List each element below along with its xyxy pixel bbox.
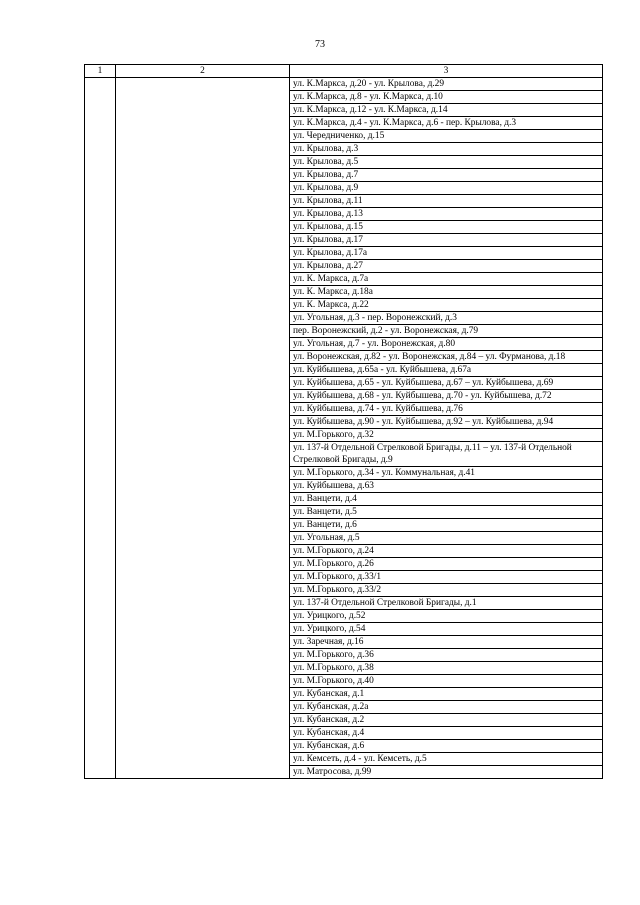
address-cell: ул. К. Маркса, д.18а [290,286,603,299]
address-cell: ул. М.Горького, д.33/1 [290,571,603,584]
address-cell: ул. Кубанская, д.2 [290,714,603,727]
address-cell: ул. Крылова, д.15 [290,221,603,234]
address-cell: ул. Ванцети, д.6 [290,519,603,532]
column-header-3: 3 [290,65,603,78]
address-cell: ул. Ванцети, д.4 [290,493,603,506]
address-cell: ул. Крылова, д.17 [290,234,603,247]
address-cell: ул. Заречная, д.16 [290,636,603,649]
address-cell: ул. М.Горького, д.34 - ул. Коммунальная, д.41 [290,467,603,480]
address-cell: ул. Угольная, д.5 [290,532,603,545]
address-cell: ул. К. Маркса, д.7а [290,273,603,286]
address-cell: ул. Крылова, д.3 [290,143,603,156]
column-header-2: 2 [116,65,290,78]
address-cell: ул. Кубанская, д.6 [290,740,603,753]
header-row [85,65,603,78]
address-cell: ул. Крылова, д.5 [290,156,603,169]
address-cell: ул. Куйбышева, д.68 - ул. Куйбышева, д.70 - ул. Куйбышева, д.72 [290,390,603,403]
table-row [85,78,603,91]
address-cell: ул. Урицкого, д.52 [290,610,603,623]
address-cell: ул. Матросова, д.99 [290,766,603,779]
address-cell: ул. Чередниченко, д.15 [290,130,603,143]
address-cell: ул. Крылова, д.7 [290,169,603,182]
address-cell: ул. К.Маркса, д.12 - ул. К.Маркса, д.14 [290,104,603,117]
address-cell: ул. М.Горького, д.32 [290,429,603,442]
address-cell: ул. К.Маркса, д.4 - ул. К.Маркса, д.6 - пер. Крылова, д.3 [290,117,603,130]
address-cell: ул. К.Маркса, д.8 - ул. К.Маркса, д.10 [290,91,603,104]
address-cell: ул. Кемсеть, д.4 - ул. Кемсеть, д.5 [290,753,603,766]
address-cell: ул. 137-й Отдельной Стрелковой Бригады, д.1 [290,597,603,610]
address-cell: ул. Воронежская, д.82 - ул. Воронежская, д.84 – ул. Фурманова, д.18 [290,351,603,364]
address-cell: ул. Угольная, д.7 - ул. Воронежская, д.80 [290,338,603,351]
column-2-cell [116,78,290,779]
address-cell: ул. Ванцети, д.5 [290,506,603,519]
address-cell: ул. Куйбышева, д.65а - ул. Куйбышева, д.67а [290,364,603,377]
address-cell: ул. Куйбышева, д.63 [290,480,603,493]
address-cell: ул. Куйбышева, д.90 - ул. Куйбышева, д.92 – ул. Куйбышева, д.94 [290,416,603,429]
address-cell: ул. Крылова, д.17а [290,247,603,260]
address-cell: ул. М.Горького, д.24 [290,545,603,558]
address-cell: ул. М.Горького, д.33/2 [290,584,603,597]
address-cell: ул. М.Горького, д.26 [290,558,603,571]
address-cell: ул. Урицкого, д.54 [290,623,603,636]
address-cell: ул. М.Горького, д.40 [290,675,603,688]
column-header-1: 1 [85,65,116,78]
address-cell: ул. Куйбышева, д.74 - ул. Куйбышева, д.76 [290,403,603,416]
address-cell: ул. Кубанская, д.2а [290,701,603,714]
address-cell: ул. К.Маркса, д.20 - ул. Крылова, д.29 [290,78,603,91]
address-cell: ул. Крылова, д.13 [290,208,603,221]
address-cell: ул. Угольная, д.3 - пер. Воронежский, д.3 [290,312,603,325]
address-cell: ул. М.Горького, д.38 [290,662,603,675]
address-cell: пер. Воронежский, д.2 - ул. Воронежская, д.79 [290,325,603,338]
column-1-cell [85,78,116,779]
address-cell: ул. М.Горького, д.36 [290,649,603,662]
address-cell: ул. Кубанская, д.4 [290,727,603,740]
address-table [84,64,603,779]
address-cell: ул. Куйбышева, д.65 - ул. Куйбышева, д.67 – ул. Куйбышева, д.69 [290,377,603,390]
address-cell: ул. Крылова, д.11 [290,195,603,208]
address-cell: ул. 137-й Отдельной Стрелковой Бригады, д.11 – ул. 137-й Отдельной Стрелковой Бригады, д.9 [290,442,603,467]
address-cell: ул. Крылова, д.9 [290,182,603,195]
page-number: 73 [315,39,325,50]
address-cell: ул. Кубанская, д.1 [290,688,603,701]
address-cell: ул. Крылова, д.27 [290,260,603,273]
address-cell: ул. К. Маркса, д.22 [290,299,603,312]
